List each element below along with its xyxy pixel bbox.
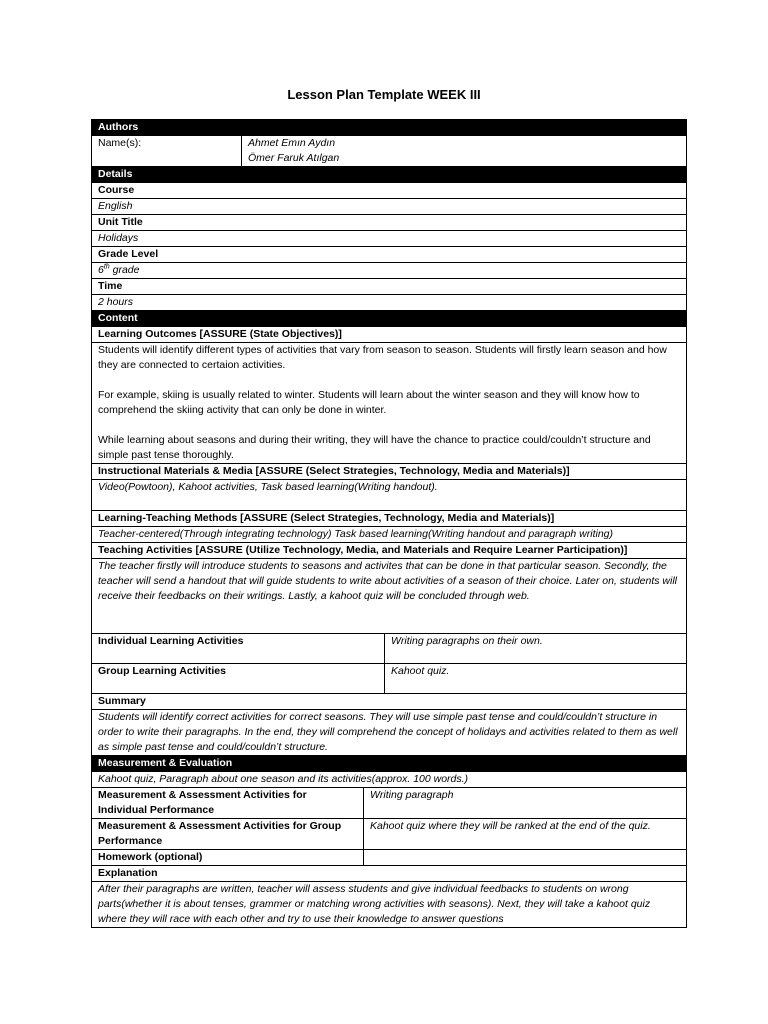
measurement-header: Measurement & Evaluation	[92, 756, 687, 772]
author-name-2: Ömer Faruk Atılgan	[248, 152, 340, 164]
unit-title-label: Unit Title	[92, 215, 687, 231]
group-learning-text: Kahoot quiz.	[385, 664, 687, 694]
measurement-text: Kahoot quiz, Paragraph about one season and its activities(approx. 100 words.)	[92, 772, 687, 788]
time-value: 2 hours	[92, 295, 687, 311]
course-value: English	[92, 199, 687, 215]
authors-header-row	[92, 120, 687, 136]
instructional-materials-text: Video(Powtoon), Kahoot activities, Task based learning(Writing handout).	[92, 480, 687, 511]
summary-label: Summary	[92, 694, 687, 710]
content-header-row	[92, 311, 687, 327]
homework-row	[92, 850, 687, 866]
explanation-text: After their paragraphs are written, teacher will assess students and give individual feedbacks to students on wrong parts(whether it is about tenses, grammer or matching wrong activities with seasons). Next, they will take a kahoot quiz where they will race with each other and try to use their knowledge to answer questions	[92, 882, 687, 928]
learning-teaching-methods-text: Teacher-centered(Through integrating technology) Task based learning(Writing handout and paragraph writing)	[92, 527, 687, 543]
instructional-materials-label: Instructional Materials & Media [ASSURE (Select Strategies, Technology, Media and Materials)]	[92, 464, 687, 480]
page-title: Lesson Plan Template WEEK III	[287, 87, 481, 102]
homework-label: Homework (optional)	[92, 850, 364, 866]
group-assessment-row	[92, 819, 687, 850]
individual-assessment-row	[92, 788, 687, 819]
learning-outcomes-p2: For example, skiing is usually related to winter. Students will learn about the winter season and they will know how to comprehend the skiing activity that can only be done in winter.	[98, 389, 640, 416]
learning-outcomes-p1: Students will identify different types of activities that vary from season to season. Students will firstly learn season and how they are connected to certaion activities.	[98, 344, 667, 371]
grade-level-label: Grade Level	[92, 247, 687, 263]
names-cell	[242, 136, 687, 167]
summary-text: Students will identify correct activities for correct seasons. They will use simple past tense and could/couldn’t structure in order to write their paragraphs. In the end, they will comprehend the concept of holidays and activities related to them as well as simple past tense and could/couldn’t structure.	[92, 710, 687, 756]
lesson-plan-table	[91, 119, 687, 928]
learning-outcomes-p3: While learning about seasons and during their writing, they will have the chance to practice could/couldn’t structure and simple past tense thoroughly.	[98, 434, 651, 461]
measurement-header-row	[92, 756, 687, 772]
individual-assessment-text: Writing paragraph	[364, 788, 687, 819]
details-header: Details	[92, 167, 687, 183]
authors-header: Authors	[92, 120, 687, 136]
learning-outcomes-text	[92, 343, 687, 464]
teaching-activities-text: The teacher firstly will introduce students to seasons and activites that can be done in that particular season. Secondly, the teacher will send a handout that will guide students to write about activities of a season of their choice. Later on, students will receive their feedbacks on their writings. Lastly, a kahoot quiz will be concluded through web.	[92, 559, 687, 634]
individual-learning-text: Writing paragraphs on their own.	[385, 634, 687, 664]
individual-learning-label: Individual Learning Activities	[92, 634, 385, 664]
learning-outcomes-label: Learning Outcomes [ASSURE (State Objectives)]	[92, 327, 687, 343]
details-header-row	[92, 167, 687, 183]
group-learning-label: Group Learning Activities	[92, 664, 385, 694]
individual-assessment-label: Measurement & Assessment Activities for Individual Performance	[92, 788, 364, 819]
grade-superscript: th	[103, 263, 110, 271]
grade-suffix: grade	[109, 264, 140, 276]
course-label: Course	[92, 183, 687, 199]
author-name-1: Ahmet Emın Aydın	[248, 137, 336, 149]
teaching-activities-label: Teaching Activities [ASSURE (Utilize Technology, Media, and Materials and Require Learner Participation)]	[92, 543, 687, 559]
content-header: Content	[92, 311, 687, 327]
explanation-label: Explanation	[92, 866, 687, 882]
individual-learning-row	[92, 634, 687, 664]
group-assessment-text: Kahoot quiz where they will be ranked at the end of the quiz.	[364, 819, 687, 850]
grade-number: 6	[98, 264, 104, 276]
time-label: Time	[92, 279, 687, 295]
names-row	[92, 136, 687, 167]
grade-level-value	[92, 263, 687, 279]
unit-title-value: Holidays	[92, 231, 687, 247]
group-assessment-label: Measurement & Assessment Activities for Group Performance	[92, 819, 364, 850]
homework-value	[364, 850, 687, 866]
group-learning-row	[92, 664, 687, 694]
names-label: Name(s):	[92, 136, 242, 167]
learning-teaching-methods-label: Learning-Teaching Methods [ASSURE (Select Strategies, Technology, Media and Materials)]	[92, 511, 687, 527]
